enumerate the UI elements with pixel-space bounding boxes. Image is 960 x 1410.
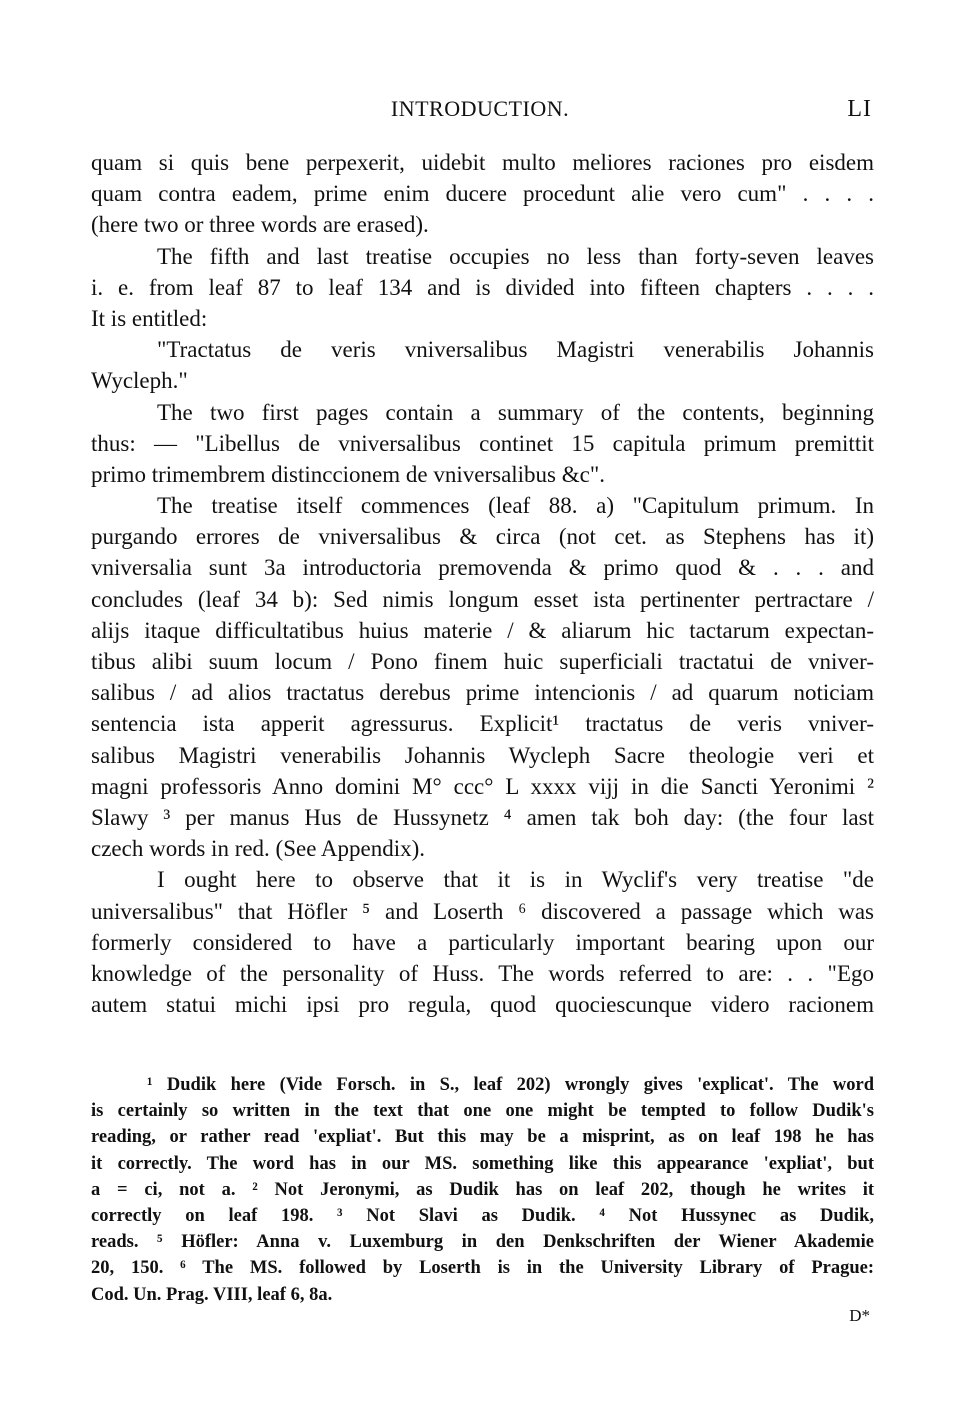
footnote-line: Cod. Un. Prag. VIII, leaf 6, 8a. (91, 1284, 333, 1305)
body-line: autem statui michi ipsi pro regula, quod quociescunque videro racionem (91, 992, 874, 1018)
body-line: vniversalia sunt 3a introductoria premovenda & primo quod & . . . and (91, 555, 874, 581)
footnote-line: it correctly. The word has in our MS. something like this appearance 'expliat', but (91, 1153, 874, 1174)
footnote-line: reading, or rather read 'expliat'. But this may be a misprint, as on leaf 198 he has (91, 1127, 874, 1148)
footnote-line: reads. ⁵ Höfler: Anna v. Luxemburg in den Denkschriften der Wiener Akademie (91, 1232, 874, 1253)
body-line: sentencia ista apperit agressurus. Explicit¹ tractatus de veris vniver- (91, 711, 874, 737)
body-line: quam si quis bene perpexerit, uidebit multo meliores raciones pro eisdem (91, 150, 874, 175)
body-line: i. e. from leaf 87 to leaf 134 and is divided into fifteen chapters . . . . (91, 274, 874, 300)
body-line: universalibus" that Höfler ⁵ and Loserth ⁶ discovered a passage which was (91, 898, 874, 924)
footnote-line: ¹ Dudik here (Vide Forsch. in S., leaf 202) wrongly gives 'explicat'. The word (147, 1075, 874, 1095)
body-line: I ought here to observe that it is in Wyclif's very treatise "de (157, 867, 874, 893)
body-line: thus: — "Libellus de vniversalibus continet 15 capitula primum premittit (91, 430, 874, 456)
footnote-line: 20, 150. ⁶ The MS. followed by Loserth is in the University Library of Prague: (91, 1258, 874, 1279)
body-line: czech words in red. (See Appendix). (91, 836, 426, 862)
body-line: purgando errores de vniversalibus & circa (not cet. as Stephens has it) (91, 524, 874, 550)
body-line: The treatise itself commences (leaf 88. a) "Capitulum primum. In (157, 493, 874, 519)
body-text (91, 147, 874, 1020)
body-line: The fifth and last treatise occupies no less than forty-seven leaves (157, 243, 874, 269)
body-line: quam contra eadem, prime enim ducere procedunt alie vero cum" . . . . (91, 181, 874, 207)
body-line: salibus / ad alios tractatus derebus prime intencionis / ad quarum noticiam (91, 680, 874, 706)
body-line: magni professoris Anno domini M° ccc° L xxxx vijj in die Sancti Yeronimi ² (91, 773, 874, 799)
footnotes (91, 1072, 874, 1308)
footnote-line: correctly on leaf 198. ³ Not Slavi as Dudik. ⁴ Not Hussynec as Dudik, (91, 1205, 874, 1226)
body-line: salibus Magistri venerabilis Johannis Wycleph Sacre theologie veri et (91, 742, 874, 768)
body-line: concludes (leaf 34 b): Sed nimis longum esset ista pertinenter pertractare / (91, 586, 874, 612)
footnote-line: a = ci, not a. ² Not Jeronymi, as Dudik has on leaf 202, though he writes it (91, 1179, 874, 1200)
body-line: "Tractatus de veris vniversalibus Magistri venerabilis Johannis (157, 337, 874, 363)
body-line: formerly considered to have a particularly important bearing upon our (91, 929, 874, 955)
body-line: Wycleph." (91, 368, 188, 394)
body-line: Slawy ³ per manus Hus de Hussynetz ⁴ amen tak boh day: (the four last (91, 804, 874, 830)
signature-mark: D* (849, 1306, 870, 1325)
body-line: It is entitled: (91, 305, 208, 331)
page-number: LI (847, 96, 872, 122)
body-line: The two first pages contain a summary of the contents, beginning (157, 399, 874, 425)
body-line: primo trimembrem distinccionem de vniversalibus &c". (91, 461, 605, 487)
body-line: alijs itaque difficultatibus huius materie / & aliarum hic tactarum expectan- (91, 617, 874, 643)
running-title: INTRODUCTION. (390, 96, 570, 121)
body-line: (here two or three words are erased). (91, 212, 429, 238)
footnote-line: is certainly so written in the text that one one might be tempted to follow Dudik's (91, 1101, 874, 1122)
body-line: knowledge of the personality of Huss. The words referred to are: . . "Ego (91, 960, 874, 986)
body-line: tibus alibi suum locum / Pono finem huic superficiali tractatui de vniver- (91, 649, 874, 674)
